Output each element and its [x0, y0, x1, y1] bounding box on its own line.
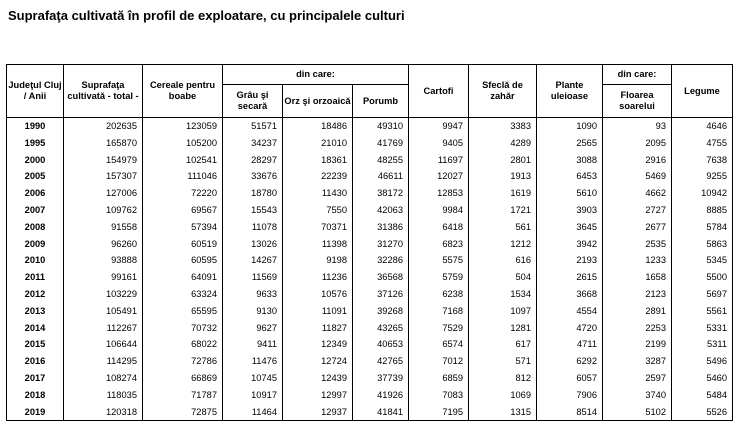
value-cell: 36568	[353, 269, 409, 286]
value-cell: 6823	[409, 236, 469, 253]
table-row	[7, 219, 733, 236]
value-cell: 28297	[223, 152, 283, 169]
value-cell: 11697	[409, 152, 469, 169]
value-cell: 5784	[672, 219, 733, 236]
value-cell: 118035	[64, 387, 143, 404]
value-cell: 103229	[64, 286, 143, 303]
header-plante: Plante uleioase	[537, 65, 603, 118]
table-row	[7, 202, 733, 219]
table-row	[7, 168, 733, 185]
year-cell: 2019	[7, 404, 64, 421]
value-cell: 9947	[409, 118, 469, 135]
value-cell: 1233	[603, 252, 672, 269]
value-cell: 1658	[603, 269, 672, 286]
table-row	[7, 118, 733, 135]
value-cell: 9405	[409, 135, 469, 152]
value-cell: 14267	[223, 252, 283, 269]
value-cell: 18361	[283, 152, 353, 169]
value-cell: 112267	[64, 320, 143, 337]
table-row	[7, 252, 733, 269]
value-cell: 1097	[469, 303, 537, 320]
value-cell: 60519	[143, 236, 223, 253]
value-cell: 10942	[672, 185, 733, 202]
value-cell: 18780	[223, 185, 283, 202]
value-cell: 72220	[143, 185, 223, 202]
value-cell: 154979	[64, 152, 143, 169]
value-cell: 561	[469, 219, 537, 236]
value-cell: 11827	[283, 320, 353, 337]
year-cell: 2013	[7, 303, 64, 320]
value-cell: 71787	[143, 387, 223, 404]
value-cell: 93888	[64, 252, 143, 269]
value-cell: 40653	[353, 336, 409, 353]
table-row	[7, 303, 733, 320]
value-cell: 51571	[223, 118, 283, 135]
value-cell: 11078	[223, 219, 283, 236]
value-cell: 7550	[283, 202, 353, 219]
value-cell: 70371	[283, 219, 353, 236]
value-cell: 12724	[283, 353, 353, 370]
value-cell: 504	[469, 269, 537, 286]
value-cell: 1913	[469, 168, 537, 185]
value-cell: 4289	[469, 135, 537, 152]
page-title: Suprafaţa cultivată în profil de exploatare, cu principalele culturi	[8, 8, 405, 23]
value-cell: 64091	[143, 269, 223, 286]
value-cell: 6453	[537, 168, 603, 185]
value-cell: 1619	[469, 185, 537, 202]
year-cell: 1995	[7, 135, 64, 152]
value-cell: 5311	[672, 336, 733, 353]
value-cell: 12853	[409, 185, 469, 202]
value-cell: 812	[469, 370, 537, 387]
value-cell: 93	[603, 118, 672, 135]
value-cell: 69567	[143, 202, 223, 219]
value-cell: 96260	[64, 236, 143, 253]
year-cell: 2006	[7, 185, 64, 202]
table-row	[7, 387, 733, 404]
value-cell: 2891	[603, 303, 672, 320]
value-cell: 12439	[283, 370, 353, 387]
value-cell: 49310	[353, 118, 409, 135]
value-cell: 5561	[672, 303, 733, 320]
value-cell: 18486	[283, 118, 353, 135]
header-sfecla: Sfeclă de zahăr	[469, 65, 537, 118]
value-cell: 5460	[672, 370, 733, 387]
value-cell: 13026	[223, 236, 283, 253]
table-row	[7, 286, 733, 303]
value-cell: 2597	[603, 370, 672, 387]
value-cell: 120318	[64, 404, 143, 421]
value-cell: 1090	[537, 118, 603, 135]
value-cell: 3942	[537, 236, 603, 253]
value-cell: 2095	[603, 135, 672, 152]
value-cell: 65595	[143, 303, 223, 320]
value-cell: 9627	[223, 320, 283, 337]
value-cell: 5331	[672, 320, 733, 337]
header-legume: Legume	[672, 65, 733, 118]
value-cell: 11236	[283, 269, 353, 286]
value-cell: 11430	[283, 185, 353, 202]
value-cell: 1534	[469, 286, 537, 303]
header-year: Judeţul Cluj / Anii	[7, 65, 64, 118]
value-cell: 2727	[603, 202, 672, 219]
header-cereale: Cereale pentru boabe	[143, 65, 223, 118]
value-cell: 99161	[64, 269, 143, 286]
value-cell: 11398	[283, 236, 353, 253]
header-din-care-plante: din care:	[603, 65, 672, 85]
table-row	[7, 269, 733, 286]
value-cell: 10576	[283, 286, 353, 303]
year-cell: 2014	[7, 320, 64, 337]
header-grau: Grâu şi secară	[223, 85, 283, 118]
value-cell: 617	[469, 336, 537, 353]
year-cell: 2017	[7, 370, 64, 387]
value-cell: 2253	[603, 320, 672, 337]
value-cell: 22239	[283, 168, 353, 185]
table-row	[7, 185, 733, 202]
value-cell: 72786	[143, 353, 223, 370]
value-cell: 1315	[469, 404, 537, 421]
value-cell: 5345	[672, 252, 733, 269]
value-cell: 2199	[603, 336, 672, 353]
year-cell: 2007	[7, 202, 64, 219]
value-cell: 39268	[353, 303, 409, 320]
value-cell: 9198	[283, 252, 353, 269]
value-cell: 33676	[223, 168, 283, 185]
value-cell: 7529	[409, 320, 469, 337]
value-cell: 42063	[353, 202, 409, 219]
value-cell: 8885	[672, 202, 733, 219]
value-cell: 4720	[537, 320, 603, 337]
value-cell: 4554	[537, 303, 603, 320]
value-cell: 5496	[672, 353, 733, 370]
table-row	[7, 320, 733, 337]
value-cell: 5759	[409, 269, 469, 286]
value-cell: 2801	[469, 152, 537, 169]
table-row	[7, 135, 733, 152]
value-cell: 2916	[603, 152, 672, 169]
value-cell: 72875	[143, 404, 223, 421]
value-cell: 3088	[537, 152, 603, 169]
value-cell: 6292	[537, 353, 603, 370]
value-cell: 91558	[64, 219, 143, 236]
value-cell: 5484	[672, 387, 733, 404]
value-cell: 3740	[603, 387, 672, 404]
table-row	[7, 152, 733, 169]
value-cell: 102541	[143, 152, 223, 169]
value-cell: 7195	[409, 404, 469, 421]
value-cell: 5575	[409, 252, 469, 269]
value-cell: 41926	[353, 387, 409, 404]
value-cell: 1281	[469, 320, 537, 337]
value-cell: 66869	[143, 370, 223, 387]
table-row	[7, 336, 733, 353]
year-cell: 2000	[7, 152, 64, 169]
value-cell: 41769	[353, 135, 409, 152]
value-cell: 12997	[283, 387, 353, 404]
value-cell: 8514	[537, 404, 603, 421]
header-cartofi: Cartofi	[409, 65, 469, 118]
table-row	[7, 404, 733, 421]
value-cell: 6418	[409, 219, 469, 236]
year-cell: 1990	[7, 118, 64, 135]
value-cell: 3645	[537, 219, 603, 236]
year-cell: 2011	[7, 269, 64, 286]
value-cell: 127006	[64, 185, 143, 202]
value-cell: 1212	[469, 236, 537, 253]
value-cell: 123059	[143, 118, 223, 135]
value-cell: 2565	[537, 135, 603, 152]
value-cell: 70732	[143, 320, 223, 337]
value-cell: 57394	[143, 219, 223, 236]
crop-area-table	[6, 64, 733, 421]
value-cell: 9633	[223, 286, 283, 303]
value-cell: 7638	[672, 152, 733, 169]
value-cell: 48255	[353, 152, 409, 169]
table-row	[7, 353, 733, 370]
value-cell: 3668	[537, 286, 603, 303]
value-cell: 37126	[353, 286, 409, 303]
value-cell: 37739	[353, 370, 409, 387]
table-row	[7, 370, 733, 387]
year-cell: 2018	[7, 387, 64, 404]
value-cell: 60595	[143, 252, 223, 269]
value-cell: 5697	[672, 286, 733, 303]
value-cell: 111046	[143, 168, 223, 185]
header-total: Suprafaţa cultivată - total -	[64, 65, 143, 118]
value-cell: 2193	[537, 252, 603, 269]
value-cell: 157307	[64, 168, 143, 185]
value-cell: 4646	[672, 118, 733, 135]
year-cell: 2015	[7, 336, 64, 353]
value-cell: 32286	[353, 252, 409, 269]
value-cell: 43265	[353, 320, 409, 337]
value-cell: 3287	[603, 353, 672, 370]
value-cell: 6057	[537, 370, 603, 387]
value-cell: 9130	[223, 303, 283, 320]
value-cell: 6859	[409, 370, 469, 387]
header-floarea: Floarea soarelui	[603, 85, 672, 118]
value-cell: 6238	[409, 286, 469, 303]
value-cell: 5610	[537, 185, 603, 202]
year-cell: 2016	[7, 353, 64, 370]
value-cell: 9984	[409, 202, 469, 219]
value-cell: 11569	[223, 269, 283, 286]
value-cell: 2123	[603, 286, 672, 303]
value-cell: 5526	[672, 404, 733, 421]
value-cell: 3383	[469, 118, 537, 135]
value-cell: 202635	[64, 118, 143, 135]
year-cell: 2009	[7, 236, 64, 253]
table-body	[7, 118, 733, 421]
value-cell: 6574	[409, 336, 469, 353]
value-cell: 5469	[603, 168, 672, 185]
value-cell: 41841	[353, 404, 409, 421]
value-cell: 10745	[223, 370, 283, 387]
value-cell: 12027	[409, 168, 469, 185]
value-cell: 63324	[143, 286, 223, 303]
value-cell: 11476	[223, 353, 283, 370]
value-cell: 2535	[603, 236, 672, 253]
value-cell: 7906	[537, 387, 603, 404]
value-cell: 38172	[353, 185, 409, 202]
value-cell: 4662	[603, 185, 672, 202]
value-cell: 5102	[603, 404, 672, 421]
value-cell: 12937	[283, 404, 353, 421]
value-cell: 109762	[64, 202, 143, 219]
value-cell: 3903	[537, 202, 603, 219]
year-cell: 2010	[7, 252, 64, 269]
value-cell: 7083	[409, 387, 469, 404]
value-cell: 7012	[409, 353, 469, 370]
year-cell: 2012	[7, 286, 64, 303]
table-row	[7, 236, 733, 253]
value-cell: 4711	[537, 336, 603, 353]
value-cell: 11091	[283, 303, 353, 320]
value-cell: 1069	[469, 387, 537, 404]
value-cell: 11464	[223, 404, 283, 421]
value-cell: 165870	[64, 135, 143, 152]
year-cell: 2005	[7, 168, 64, 185]
value-cell: 105491	[64, 303, 143, 320]
value-cell: 1721	[469, 202, 537, 219]
value-cell: 571	[469, 353, 537, 370]
year-cell: 2008	[7, 219, 64, 236]
value-cell: 5863	[672, 236, 733, 253]
value-cell: 34237	[223, 135, 283, 152]
header-orz: Orz şi orzoaică	[283, 85, 353, 118]
value-cell: 68022	[143, 336, 223, 353]
value-cell: 9255	[672, 168, 733, 185]
value-cell: 114295	[64, 353, 143, 370]
value-cell: 31270	[353, 236, 409, 253]
value-cell: 105200	[143, 135, 223, 152]
value-cell: 9411	[223, 336, 283, 353]
value-cell: 7168	[409, 303, 469, 320]
header-din-care-cereale: din care:	[223, 65, 409, 85]
value-cell: 31386	[353, 219, 409, 236]
value-cell: 12349	[283, 336, 353, 353]
value-cell: 42765	[353, 353, 409, 370]
value-cell: 21010	[283, 135, 353, 152]
value-cell: 106644	[64, 336, 143, 353]
value-cell: 2677	[603, 219, 672, 236]
value-cell: 46611	[353, 168, 409, 185]
value-cell: 10917	[223, 387, 283, 404]
value-cell: 2615	[537, 269, 603, 286]
header-porumb: Porumb	[353, 85, 409, 118]
value-cell: 4755	[672, 135, 733, 152]
value-cell: 108274	[64, 370, 143, 387]
value-cell: 15543	[223, 202, 283, 219]
value-cell: 5500	[672, 269, 733, 286]
value-cell: 616	[469, 252, 537, 269]
